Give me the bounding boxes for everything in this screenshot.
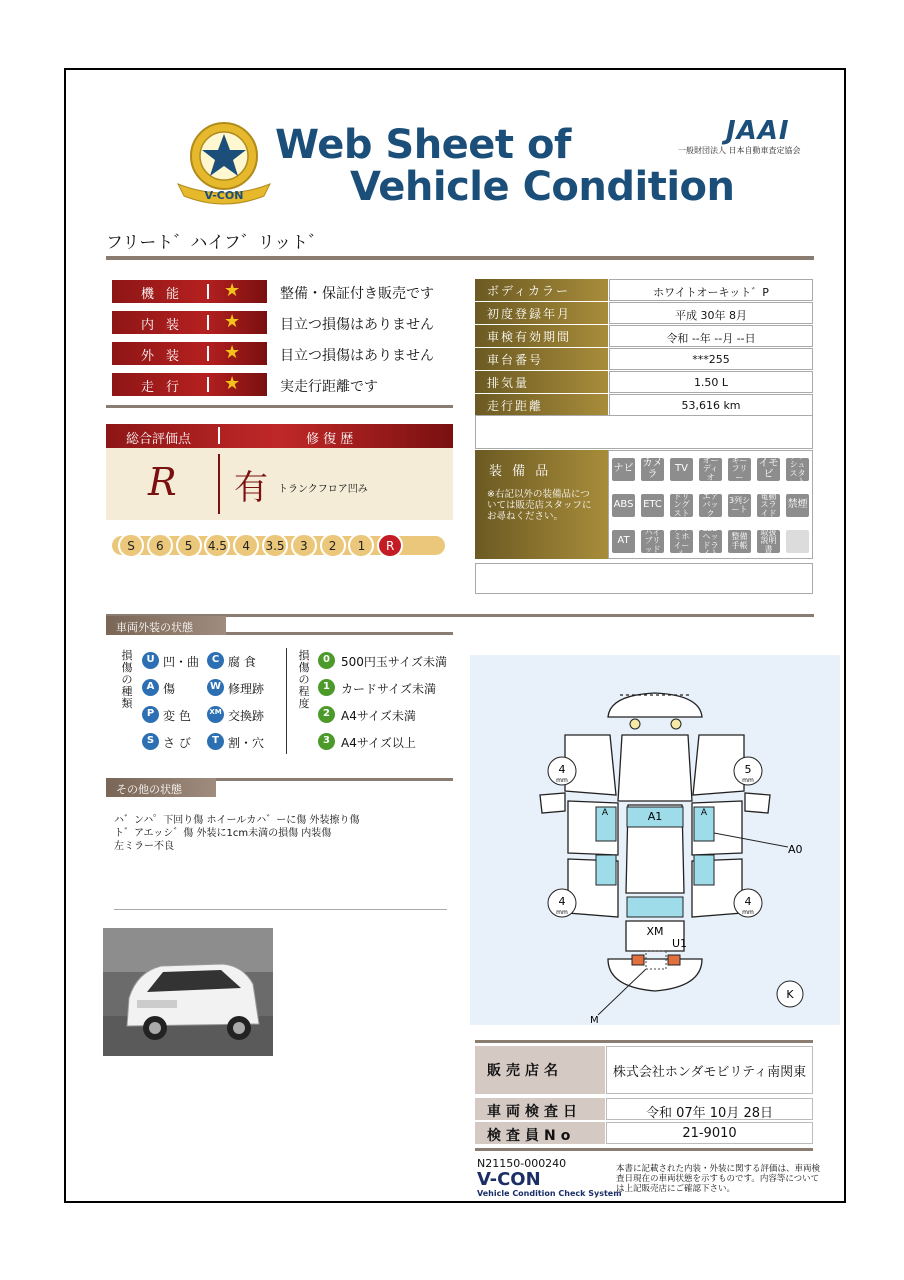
damage-text: 腐 食 [228, 655, 256, 669]
info-row [475, 348, 813, 370]
eval-separator [207, 346, 209, 361]
overall-value: R [148, 460, 177, 504]
damage-code: A [142, 679, 159, 696]
eval-row [112, 311, 462, 334]
label-m: M [590, 1015, 599, 1026]
damage-code: S [142, 733, 159, 750]
damage-text: 修理跡 [228, 682, 265, 696]
equipment-item [786, 530, 809, 553]
level-text: カードサイズ未満 [341, 682, 437, 696]
info-label: 排気量 [475, 371, 608, 393]
equipment-item: ABS [612, 494, 635, 517]
equipment-item: オーディオ [699, 458, 722, 481]
equipment-item: ナビ [612, 458, 635, 481]
vcon-seal-logo [174, 120, 276, 206]
damage-text: 凹・曲 [163, 655, 200, 669]
car-name: フリート゛ハイフ゛リット゛ [106, 233, 326, 253]
info-value: ホワイトオーキット゛P [609, 279, 813, 301]
repair-label: 修 復 歴 [306, 432, 354, 447]
grade-6: 3.5 [262, 533, 288, 558]
eval-rule [106, 405, 453, 408]
equipment-item: ハイブリッド [641, 530, 664, 553]
label-a-left: A [601, 808, 609, 818]
other-section-header: その他の状態 [106, 778, 216, 797]
vehicle-damage-diagram [470, 655, 840, 1025]
equipment-item: 3列シート [728, 494, 751, 517]
title-rule [106, 256, 814, 260]
equipment-item: TV [670, 458, 693, 481]
seal-text: V-CON [204, 189, 244, 202]
star-icon: ★ [224, 373, 241, 394]
grade-4: 4.5 [204, 533, 230, 558]
tire-unit-1: mm [556, 777, 568, 784]
info-label: 走行距離 [475, 394, 608, 416]
eval-label: 機能 [140, 287, 191, 302]
dealer-bottom-rule [475, 1148, 813, 1151]
damage-text: 傷 [163, 682, 176, 696]
info-value: 1.50 L [609, 371, 813, 393]
tire-rear-left: 4 [558, 895, 566, 908]
score-body [106, 448, 453, 520]
other-section-tail [216, 778, 453, 781]
label-u1: U1 [672, 937, 688, 950]
eval-text: 目立つ損傷はありません [280, 317, 434, 333]
level-code: 1 [318, 679, 335, 696]
shop-value: 株式会社ホンダモビリティ南関東 [606, 1046, 813, 1094]
other-rule [114, 909, 447, 910]
info-row [475, 394, 813, 416]
damage-code: C [207, 652, 224, 669]
info-label: 初度登録年月 [475, 302, 608, 324]
eval-separator [207, 284, 209, 299]
info-blank-box [475, 415, 813, 449]
grade-3: 5 [176, 533, 202, 558]
equipment-item: カメラ [642, 458, 663, 480]
info-value: 令和 --年 --月 --日 [609, 325, 813, 347]
damage-text: 変 色 [163, 709, 191, 723]
car-photo [103, 928, 273, 1056]
tire-front-right: 5 [744, 763, 752, 776]
damage-text: さ び [163, 736, 191, 750]
level-code: 3 [318, 733, 335, 750]
info-value: 平成 30年 8月 [609, 302, 813, 324]
level-text: A4サイズ未満 [341, 709, 416, 723]
score-header [106, 424, 453, 448]
info-row [475, 279, 813, 301]
info-label: 車検有効期間 [475, 325, 608, 347]
label-a1: A1 [647, 810, 663, 823]
repair-note: トランクフロア凹み [278, 484, 368, 495]
star-icon: ★ [224, 311, 241, 332]
equipment-grid [608, 450, 813, 559]
org-name: 一般財団法人 日本自動車査定協会 [678, 146, 801, 155]
equipment-item: アイドリングストップ [670, 494, 693, 517]
jaai-logo: JAAI [726, 116, 790, 146]
vcon-brand-sub: Vehicle Condition Check System [477, 1189, 622, 1198]
inspect-date-label: 車両検査日 [475, 1098, 605, 1120]
score-body-sep [218, 454, 220, 514]
damage-type-label: 損傷の種類 [121, 649, 133, 711]
equipment-item: LEDヘッドライト [699, 530, 722, 553]
dealer-rule [475, 1040, 813, 1043]
footer-note: 本書に記載された内装・外装に関する評価は、車両検査日現在の車両状態を示すものです。内容等については上記販売店にご確認下さい。 [616, 1164, 821, 1194]
tire-unit-2: mm [742, 777, 754, 784]
info-label: 車台番号 [475, 348, 608, 370]
other-line-3: 左ミラー不良 [114, 841, 174, 852]
eval-row [112, 280, 462, 303]
grade-2: 6 [147, 533, 173, 558]
info-label: ボディカラー [475, 279, 608, 301]
title-line1: Web Sheet of [275, 122, 571, 168]
shop-label: 販売店名 [475, 1046, 605, 1094]
eval-text: 整備・保証付き販売です [280, 286, 434, 302]
inspector-label: 検査員No [475, 1122, 605, 1144]
grade-10: R [377, 533, 403, 558]
equipment-title: 装 備 品 [489, 464, 552, 479]
equipment-blank-box [475, 563, 813, 594]
eval-row [112, 373, 462, 396]
other-condition-text [114, 814, 444, 853]
equipment-item: プッシュスタート [786, 458, 809, 481]
label-a-right: A [700, 808, 708, 818]
level-text: A4サイズ以上 [341, 736, 416, 750]
eval-text: 目立つ損傷はありません [280, 348, 434, 364]
grade-1: S [118, 533, 144, 558]
equipment-item: 禁煙 [786, 494, 809, 517]
equipment-item: イモビ [758, 458, 779, 480]
equipment-item: 両側電動スライドドア [757, 494, 780, 517]
star-icon: ★ [224, 280, 241, 301]
overall-label: 総合評価点 [126, 432, 192, 447]
equipment-item: キーフリー [728, 458, 751, 481]
inspect-date-value: 令和 07年 10月 28日 [606, 1098, 813, 1120]
label-xm: XM [646, 925, 664, 938]
eval-separator [207, 315, 209, 330]
score-header-sep [218, 427, 220, 444]
eval-row [112, 342, 462, 365]
level-code: 2 [318, 706, 335, 723]
equipment-item: アルミホイール [670, 530, 693, 553]
grade-8: 2 [320, 533, 346, 558]
eval-separator [207, 377, 209, 392]
damage-code: XM [207, 706, 224, 723]
eval-label: 走行 [140, 380, 191, 395]
equipment-panel [475, 450, 608, 559]
other-line-1: ハ゛ンハ゜下回り傷 ホイールカハ゛ーに傷 外装擦り傷 [114, 815, 360, 826]
info-value: 53,616 km [609, 394, 813, 416]
eval-text: 実走行距離です [280, 379, 378, 395]
damage-code: T [207, 733, 224, 750]
damage-code: W [207, 679, 224, 696]
equipment-item: ETC [641, 494, 664, 517]
info-row [475, 325, 813, 347]
info-row [475, 302, 813, 324]
eval-badge [112, 373, 267, 396]
tire-rear-right: 4 [744, 895, 752, 908]
repair-value: 有 [234, 468, 268, 508]
label-k: K [786, 988, 794, 1001]
level-code: 0 [318, 652, 335, 669]
equipment-note: ※右記以外の装備品については販売店スタッフにお尋ねください。 [487, 489, 592, 522]
damage-level-label: 損傷の程度 [298, 649, 310, 711]
eval-label: 外装 [140, 349, 191, 364]
damage-text: 割・穴 [228, 736, 265, 750]
tire-front-left: 4 [558, 763, 566, 776]
tire-unit-4: mm [742, 909, 754, 916]
other-line-2: ト゛アエッシ゛傷 外装に1cm未満の損傷 内装傷 [114, 828, 332, 839]
info-row [475, 371, 813, 393]
equipment-item: AT [612, 530, 635, 553]
star-icon: ★ [224, 342, 241, 363]
legend-divider [286, 648, 287, 754]
title-line2: Vehicle Condition [350, 164, 735, 210]
equipment-item: 整備手帳 [728, 530, 751, 553]
eval-badge [112, 311, 267, 334]
sheet-code: N21150-000240 [477, 1157, 567, 1170]
eval-badge [112, 342, 267, 365]
grade-9: 1 [348, 533, 374, 558]
exterior-section-header: 車両外装の状態 [106, 616, 226, 635]
tire-unit-3: mm [556, 909, 568, 916]
damage-code: U [142, 652, 159, 669]
eval-badge [112, 280, 267, 303]
grade-5: 4 [233, 533, 259, 558]
grade-7: 3 [291, 533, 317, 558]
inspector-value: 21-9010 [606, 1122, 813, 1144]
damage-text: 交換跡 [228, 709, 265, 723]
exterior-section-tail [226, 632, 453, 635]
equipment-item: エアバック [699, 494, 722, 517]
label-a0: A0 [788, 843, 803, 856]
info-value: ***255 [609, 348, 813, 370]
level-text: 500円玉サイズ未満 [341, 655, 447, 669]
damage-code: P [142, 706, 159, 723]
vcon-brand: V-CON [477, 1169, 541, 1190]
eval-label: 内装 [140, 318, 191, 333]
equipment-item: 取扱説明書 [757, 530, 780, 553]
